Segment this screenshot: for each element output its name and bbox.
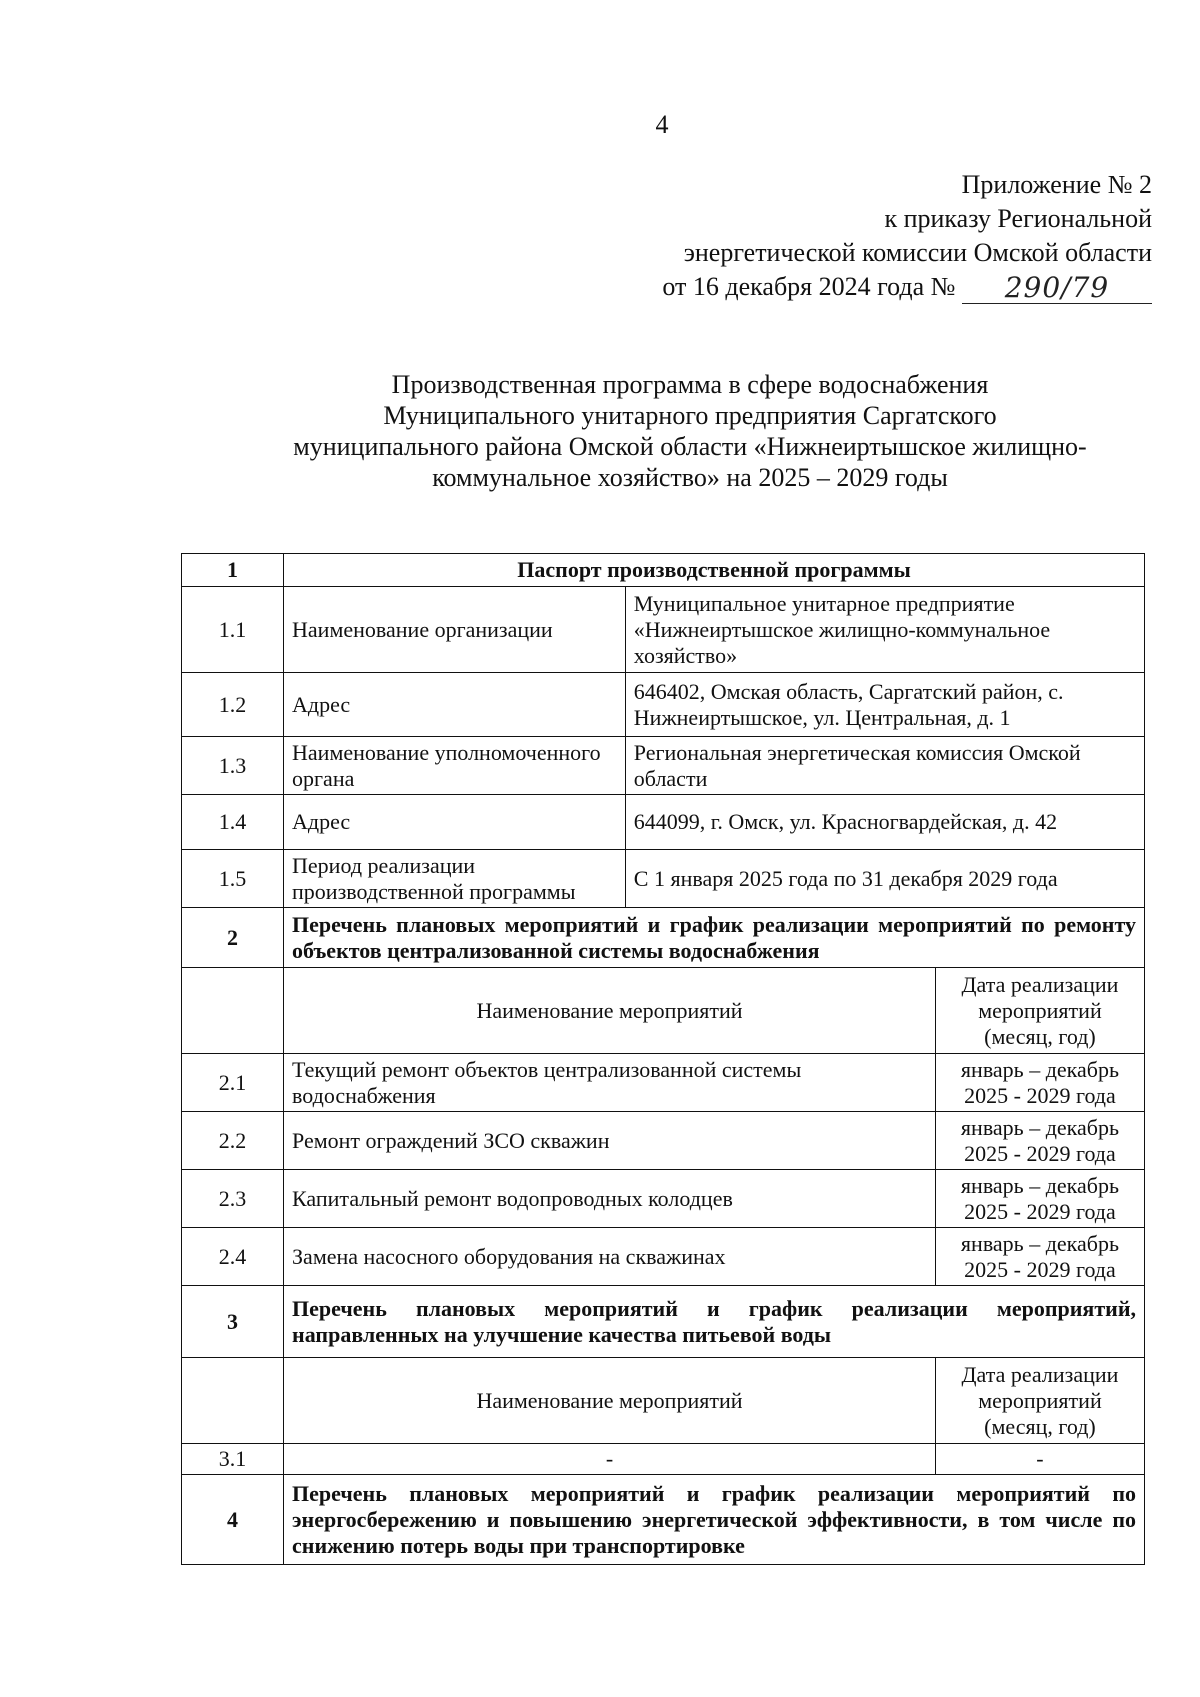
column-header-name: Наименование мероприятий — [284, 1358, 936, 1444]
row-date: январь – декабрь 2025 - 2029 года — [935, 1170, 1144, 1228]
section-num: 3 — [182, 1286, 284, 1358]
appendix-line-2: к приказу Региональной — [884, 204, 1152, 233]
section-heading: Паспорт производственной программы — [284, 554, 1145, 587]
row-num: 1.3 — [182, 737, 284, 795]
page-number: 4 — [655, 110, 669, 139]
row-num: 1.1 — [182, 587, 284, 673]
row-value: 644099, г. Омск, ул. Красногвардейская, д. 42 — [625, 795, 1144, 850]
empty-cell — [182, 968, 284, 1054]
row-num: 1.4 — [182, 795, 284, 850]
empty-cell — [182, 1358, 284, 1444]
table-row — [182, 587, 1145, 673]
row-name: Ремонт ограждений ЗСО скважин — [284, 1112, 936, 1170]
row-value: С 1 января 2025 года по 31 декабря 2029 года — [625, 850, 1144, 908]
row-num: 2.2 — [182, 1112, 284, 1170]
section-num: 1 — [182, 554, 284, 587]
title-line-2: Муниципального унитарного предприятия Саргатского — [383, 401, 997, 430]
table-row — [182, 1228, 1145, 1286]
section-num: 2 — [182, 908, 284, 968]
appendix-block — [662, 168, 1152, 304]
document-title — [240, 369, 1140, 493]
row-num: 1.2 — [182, 673, 284, 737]
section-num: 4 — [182, 1475, 284, 1565]
row-label: Адрес — [284, 673, 626, 737]
row-num: 3.1 — [182, 1444, 284, 1475]
section-1-header-row — [182, 554, 1145, 587]
program-table — [181, 553, 1145, 1565]
row-date: январь – декабрь 2025 - 2029 года — [935, 1112, 1144, 1170]
row-date: - — [935, 1444, 1144, 1475]
section-heading: Перечень плановых мероприятий и график реализации мероприятий по энергосбережению и повышению энергетической эффективности, в том числе по снижению потерь воды при транспортировке — [284, 1475, 1145, 1565]
row-date: январь – декабрь 2025 - 2029 года — [935, 1054, 1144, 1112]
section-4-header-row — [182, 1475, 1145, 1565]
table-row — [182, 795, 1145, 850]
row-label: Адрес — [284, 795, 626, 850]
row-label: Период реализации производственной программы — [284, 850, 626, 908]
column-header-row — [182, 1358, 1145, 1444]
table-row — [182, 737, 1145, 795]
order-number-handwritten: 290/79 — [962, 273, 1152, 304]
row-name: Капитальный ремонт водопроводных колодцев — [284, 1170, 936, 1228]
row-date: январь – декабрь 2025 - 2029 года — [935, 1228, 1144, 1286]
section-heading: Перечень плановых мероприятий и график реализации мероприятий, направленных на улучшение качества питьевой воды — [284, 1286, 1145, 1358]
table-row — [182, 1112, 1145, 1170]
table-row — [182, 1170, 1145, 1228]
table-row — [182, 673, 1145, 737]
section-2-header-row — [182, 908, 1145, 968]
table-row — [182, 1444, 1145, 1475]
column-header-date: Дата реализации мероприятий (месяц, год) — [935, 968, 1144, 1054]
appendix-line-1: Приложение № 2 — [961, 170, 1152, 199]
row-name: Замена насосного оборудования на скважинах — [284, 1228, 936, 1286]
row-value: 646402, Омская область, Саргатский район, с. Нижнеиртышское, ул. Центральная, д. 1 — [625, 673, 1144, 737]
appendix-line-3: энергетической комиссии Омской области — [683, 238, 1152, 267]
row-value: Муниципальное унитарное предприятие «Нижнеиртышское жилищно-коммунальное хозяйство» — [625, 587, 1144, 673]
section-3-header-row — [182, 1286, 1145, 1358]
row-name: - — [284, 1444, 936, 1475]
title-line-1: Производственная программа в сфере водоснабжения — [391, 370, 989, 399]
row-name: Текущий ремонт объектов централизованной системы водоснабжения — [284, 1054, 936, 1112]
row-label: Наименование организации — [284, 587, 626, 673]
row-num: 2.3 — [182, 1170, 284, 1228]
column-header-row — [182, 968, 1145, 1054]
row-num: 1.5 — [182, 850, 284, 908]
column-header-date: Дата реализации мероприятий (месяц, год) — [935, 1358, 1144, 1444]
title-line-4: коммунальное хозяйство» на 2025 – 2029 годы — [432, 463, 948, 492]
column-header-name: Наименование мероприятий — [284, 968, 936, 1054]
row-num: 2.1 — [182, 1054, 284, 1112]
order-date: от 16 декабря 2024 года № — [662, 272, 956, 301]
appendix-line-4 — [662, 270, 1152, 304]
row-value: Региональная энергетическая комиссия Омской области — [625, 737, 1144, 795]
row-num: 2.4 — [182, 1228, 284, 1286]
table-row — [182, 850, 1145, 908]
title-line-3: муниципального района Омской области «Нижнеиртышское жилищно- — [293, 432, 1087, 461]
row-label: Наименование уполномоченного органа — [284, 737, 626, 795]
table-row — [182, 1054, 1145, 1112]
section-heading: Перечень плановых мероприятий и график реализации мероприятий по ремонту объектов централизованной системы водоснабжения — [284, 908, 1145, 968]
